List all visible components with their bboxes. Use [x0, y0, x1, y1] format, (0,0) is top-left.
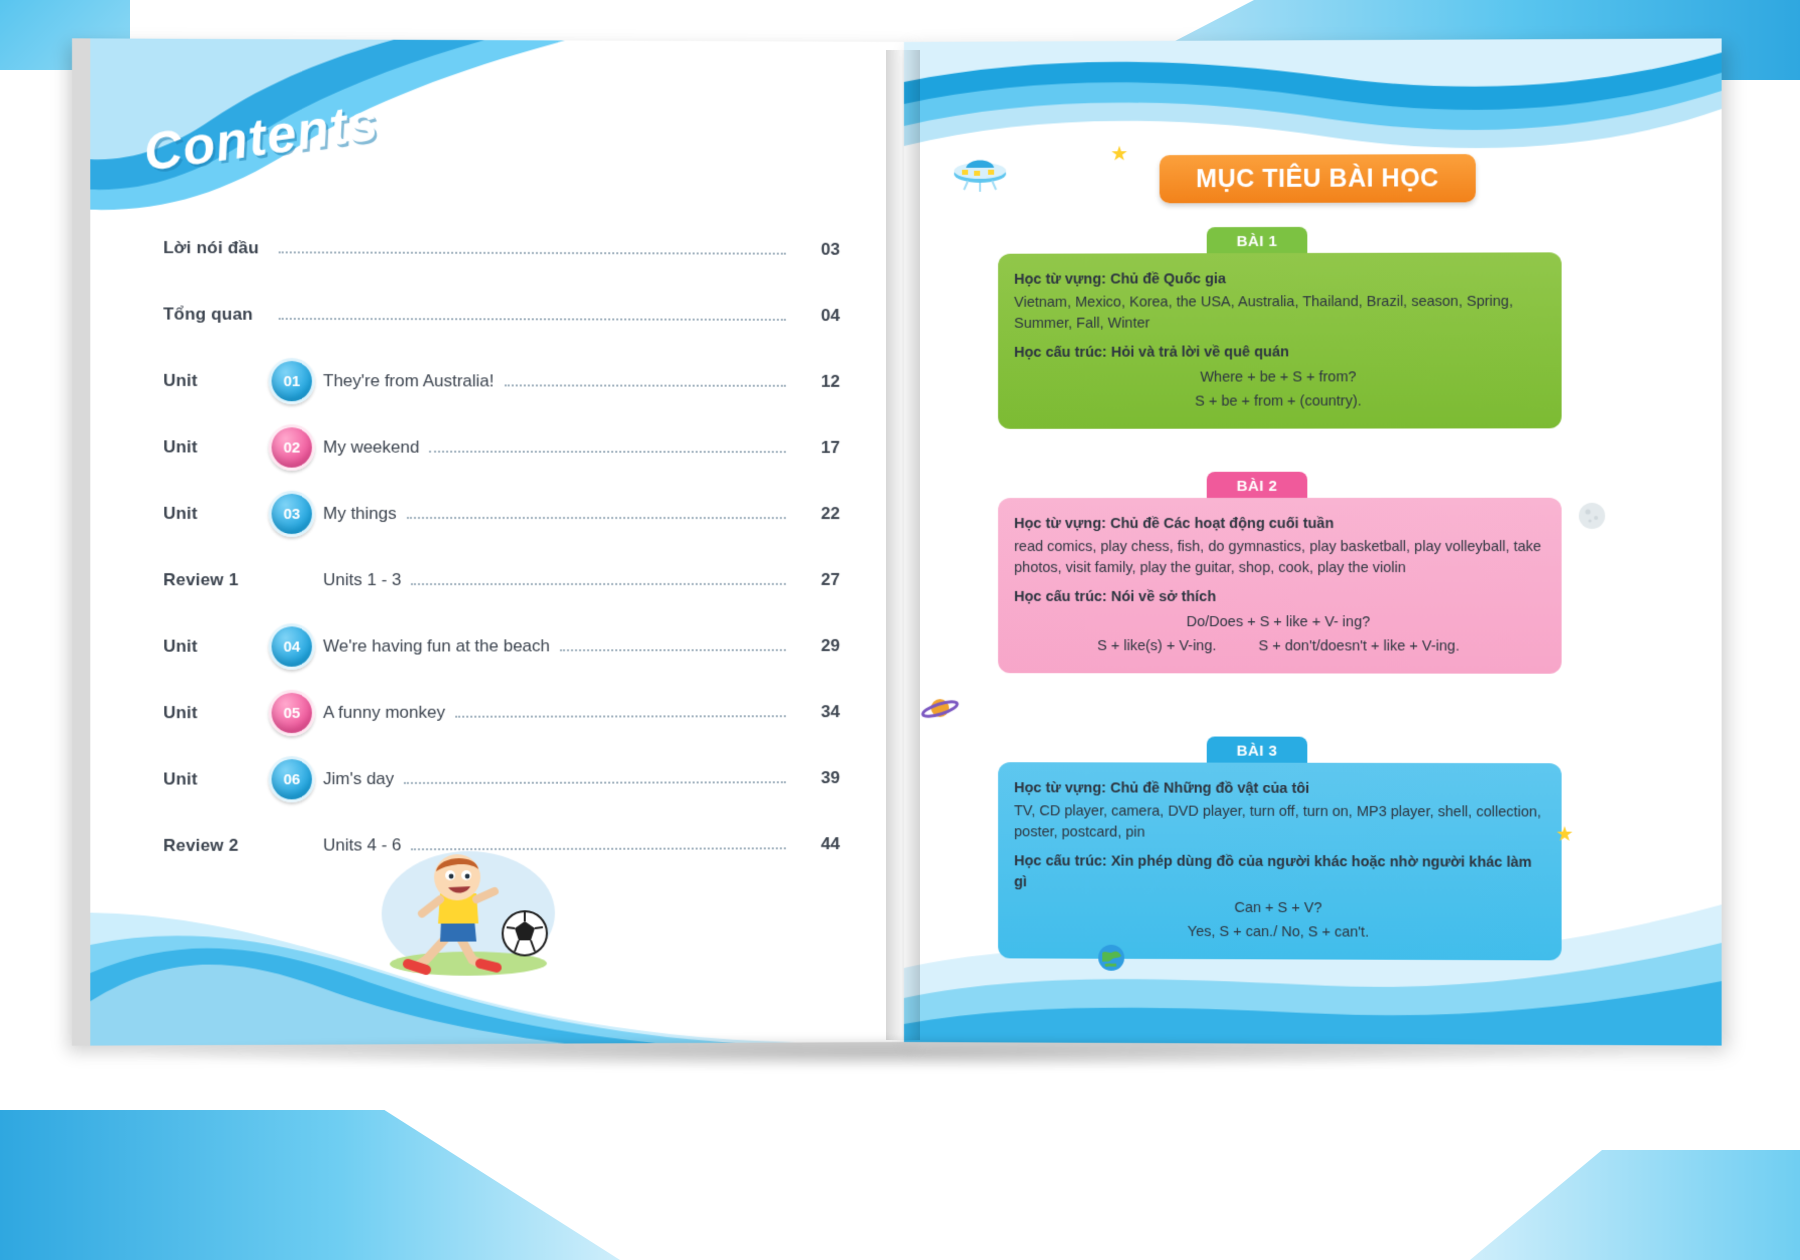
structure-formula: Where + be + S + from? [1200, 369, 1357, 386]
toc-entry-title: We're having fun at the beach [323, 636, 550, 656]
toc-dot-leader [429, 437, 785, 453]
unit-number-badge: 02 [269, 424, 315, 470]
toc-row[interactable] [163, 628, 840, 665]
toc-page-number: 03 [821, 239, 840, 259]
toc-entry-label: Unit [163, 703, 198, 723]
toc-unit-badge [269, 491, 315, 537]
toc-entry-label: Unit [163, 437, 198, 457]
toc-entry-label: Unit [163, 769, 198, 789]
left-page-contents [72, 38, 916, 1045]
toc-page-number: 12 [821, 371, 840, 391]
toc-page-number: 17 [821, 437, 840, 457]
vocab-label: Học từ vựng: [1014, 780, 1107, 797]
toc-unit-badge [269, 690, 315, 736]
toc-entry-label: Lời nói đầu [163, 238, 259, 258]
toc-dot-leader [504, 370, 786, 386]
vocab-line [1014, 778, 1543, 800]
toc-entry-label: Unit [163, 370, 198, 391]
lesson-tab-label: BÀI 1 [1207, 227, 1308, 255]
lesson-card-1 [998, 226, 1562, 408]
lesson-card-body [998, 498, 1562, 674]
toc-entry-title: They're from Australia! [323, 371, 495, 391]
toc-page-number: 04 [821, 305, 840, 325]
structure-formula: Can + S + V? [1234, 900, 1322, 917]
moon-icon [1578, 502, 1606, 535]
structure-line [1014, 851, 1543, 895]
toc-unit-badge [269, 756, 315, 802]
unit-number-badge: 04 [269, 623, 315, 669]
unit-number-badge: 01 [269, 358, 315, 404]
structure-formula: Yes, S + can./ No, S + can't. [1187, 924, 1369, 941]
toc-entry-title: My things [323, 503, 397, 523]
unit-number-badge: 06 [269, 756, 315, 802]
structure-formula: S + be + from + (country). [1194, 393, 1362, 410]
structure-label: Học cấu trúc: [1014, 344, 1107, 361]
toc-row[interactable] [163, 694, 840, 731]
saturn-icon [920, 692, 960, 729]
toc-entry-title: Units 1 - 3 [323, 570, 402, 590]
lesson-card-body [998, 762, 1562, 960]
vocab-label: Học từ vựng: [1014, 515, 1107, 532]
vocab-words: read comics, play chess, fish, do gymnastics, play basketball, play volleyball, take photos, visit family, play the guitar, shop, cook, play the violin [1014, 538, 1542, 577]
structure-line [1014, 587, 1543, 608]
lesson-card-2 [998, 472, 1562, 703]
toc-entry-label: Unit [163, 636, 198, 656]
lesson-card-3 [998, 736, 1562, 958]
toc-dot-leader [411, 569, 785, 585]
toc-entry-label: Review 2 [163, 835, 239, 856]
boy-playing-soccer-illustration [355, 843, 587, 984]
toc-row[interactable] [163, 760, 840, 798]
lesson-tab-label: BÀI 2 [1207, 472, 1308, 500]
structure-topic: Hỏi và trả lời về quê quán [1111, 344, 1290, 361]
star-icon: ★ [1555, 823, 1574, 846]
vocab-line [1014, 514, 1543, 535]
structure-topic: Xin phép dùng đồ của người khác hoặc nhờ người khác làm gì [1014, 853, 1532, 891]
structure-topic: Nói về sở thích [1111, 589, 1217, 606]
structure-line [1014, 342, 1543, 364]
toc-dot-leader [560, 635, 786, 651]
toc-entry-title: A funny monkey [323, 702, 446, 722]
book-drop-shadow [120, 1036, 1640, 1070]
structure-formula-row [1014, 636, 1543, 658]
vocab-label: Học từ vựng: [1014, 271, 1107, 288]
toc-page-number: 27 [821, 570, 840, 590]
vocab-topic: Chủ đề Quốc gia [1110, 271, 1226, 288]
toc-unit-badge [269, 358, 315, 404]
vocab-line [1014, 268, 1543, 290]
toc-entry-label: Tổng quan [163, 304, 254, 324]
structure-label: Học cấu trúc: [1014, 589, 1107, 606]
toc-page-number: 29 [821, 636, 840, 656]
vocab-words: TV, CD player, camera, DVD player, turn off, turn on, MP3 player, shell, collection, poster, postcard, pin [1014, 803, 1542, 841]
unit-number-badge: 03 [269, 491, 315, 537]
toc-entry-title: My weekend [323, 437, 420, 457]
structure-formula: Do/Does + S + like + V- ing? [1186, 614, 1371, 631]
toc-row[interactable] [163, 230, 840, 268]
toc-dot-leader [407, 503, 786, 519]
lesson-card-body [998, 252, 1562, 429]
toc-row[interactable] [163, 496, 840, 532]
toc-page-number: 34 [821, 702, 840, 722]
toc-row[interactable] [163, 363, 840, 400]
toc-entry-title: Units 4 - 6 [323, 835, 402, 855]
structure-formula: S + don't/doesn't + like + V-ing. [1258, 638, 1460, 655]
ufo-icon [952, 150, 1008, 197]
vocab-words: Vietnam, Mexico, Korea, the USA, Australia, Thailand, Brazil, season, Spring, Summer, Fall, Winter [1014, 293, 1514, 332]
structure-formula: S + like(s) + V-ing. [1097, 638, 1217, 655]
right-page-lesson-goals [904, 38, 1722, 1045]
earth-icon [1096, 943, 1126, 978]
lesson-tab-label: BÀI 3 [1207, 737, 1308, 765]
toc-dot-leader [404, 767, 786, 784]
toc-dot-leader [279, 237, 786, 254]
toc-dot-leader [455, 701, 786, 718]
lesson-goals-header: MỤC TIÊU BÀI HỌC [1160, 154, 1476, 203]
toc-unit-badge [269, 424, 315, 470]
toc-row[interactable] [163, 562, 840, 598]
table-of-contents [163, 230, 840, 894]
toc-entry-label: Review 1 [163, 570, 239, 590]
toc-dot-leader [279, 304, 786, 321]
toc-page-number: 44 [821, 834, 840, 854]
structure-label: Học cấu trúc: [1014, 853, 1107, 870]
toc-entry-title: Jim's day [323, 769, 395, 789]
page-title: Contents [140, 92, 382, 183]
background-corner-bottom-right [1470, 1150, 1800, 1260]
toc-entry-label: Unit [163, 503, 198, 523]
star-icon: ★ [1110, 143, 1129, 166]
unit-number-badge: 05 [269, 690, 315, 736]
toc-row[interactable] [163, 296, 840, 333]
vocab-topic: Chủ đề Những đồ vật của tôi [1110, 780, 1310, 797]
background-corner-bottom-left [0, 1110, 620, 1260]
vocab-topic: Chủ đề Các hoạt động cuối tuần [1110, 515, 1334, 532]
open-book [78, 42, 1718, 1042]
toc-page-number: 22 [821, 503, 840, 523]
toc-row[interactable] [163, 429, 840, 466]
toc-unit-badge [269, 623, 315, 669]
toc-page-number: 39 [821, 768, 840, 788]
